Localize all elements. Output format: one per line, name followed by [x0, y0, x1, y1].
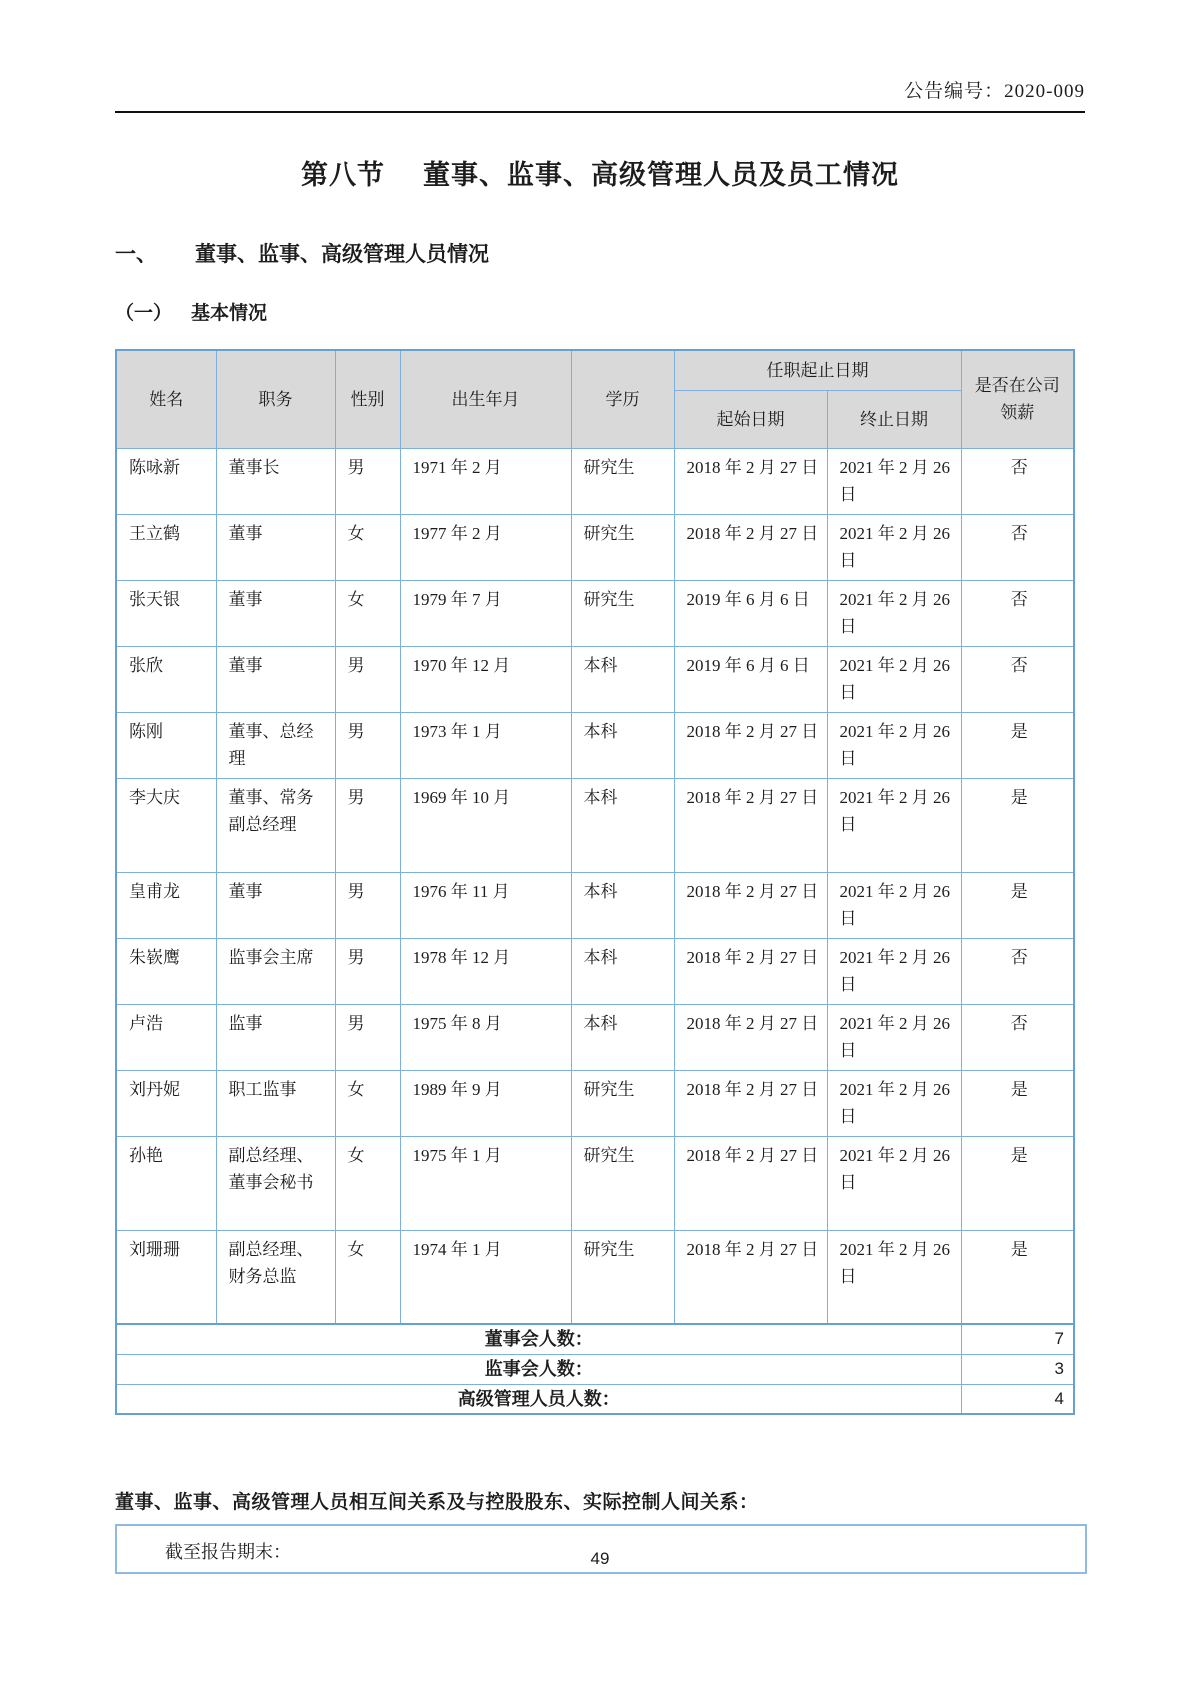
cell-paid: 是	[961, 1136, 1074, 1230]
management-table	[115, 349, 1075, 1415]
cell-start: 2018 年 2 月 27 日	[674, 448, 827, 514]
cell-birth: 1976 年 11 月	[400, 872, 571, 938]
cell-name: 孙艳	[116, 1136, 216, 1230]
col-header-start-date: 起始日期	[674, 390, 827, 448]
cell-position: 董事	[216, 514, 335, 580]
cell-gender: 男	[335, 1004, 400, 1070]
cell-paid: 否	[961, 1004, 1074, 1070]
cell-name: 朱嵚鹰	[116, 938, 216, 1004]
cell-paid: 是	[961, 872, 1074, 938]
cell-end: 2021 年 2 月 26 日	[827, 1230, 961, 1324]
summary-label: 监事会人数：	[116, 1354, 961, 1384]
cell-education: 本科	[571, 872, 674, 938]
cell-gender: 男	[335, 646, 400, 712]
cell-start: 2019 年 6 月 6 日	[674, 646, 827, 712]
cell-gender: 女	[335, 580, 400, 646]
table-header-row-1	[116, 350, 1074, 390]
cell-start: 2018 年 2 月 27 日	[674, 872, 827, 938]
cell-name: 陈咏新	[116, 448, 216, 514]
cell-education: 本科	[571, 938, 674, 1004]
cell-gender: 女	[335, 1070, 400, 1136]
table-row	[116, 580, 1074, 646]
cell-position: 副总经理、董事会秘书	[216, 1136, 335, 1230]
cell-birth: 1974 年 1 月	[400, 1230, 571, 1324]
cell-position: 监事	[216, 1004, 335, 1070]
cell-birth: 1975 年 1 月	[400, 1136, 571, 1230]
cell-name: 张天银	[116, 580, 216, 646]
cell-end: 2021 年 2 月 26 日	[827, 580, 961, 646]
cell-end: 2021 年 2 月 26 日	[827, 514, 961, 580]
page-number: 49	[590, 1549, 610, 1568]
section-heading-1	[115, 238, 1085, 268]
cell-birth: 1971 年 2 月	[400, 448, 571, 514]
cell-name: 刘丹妮	[116, 1070, 216, 1136]
cell-gender: 女	[335, 1136, 400, 1230]
col-header-name: 姓名	[116, 350, 216, 448]
cell-gender: 男	[335, 938, 400, 1004]
cell-end: 2021 年 2 月 26 日	[827, 646, 961, 712]
doc-number: 公告编号：2020-009	[904, 81, 1085, 102]
cell-education: 研究生	[571, 448, 674, 514]
cell-birth: 1970 年 12 月	[400, 646, 571, 712]
header-rule	[115, 111, 1085, 113]
title-section-number: 第八节	[301, 160, 385, 190]
cell-gender: 女	[335, 514, 400, 580]
page-title	[115, 153, 1085, 192]
col-header-education: 学历	[571, 350, 674, 448]
summary-label: 高级管理人员人数：	[116, 1384, 961, 1414]
table-row	[116, 1230, 1074, 1324]
col-header-position: 职务	[216, 350, 335, 448]
cell-birth: 1979 年 7 月	[400, 580, 571, 646]
cell-position: 董事长	[216, 448, 335, 514]
cell-position: 监事会主席	[216, 938, 335, 1004]
cell-birth: 1978 年 12 月	[400, 938, 571, 1004]
table-row	[116, 872, 1074, 938]
cell-paid: 否	[961, 448, 1074, 514]
table-body	[116, 448, 1074, 1414]
cell-start: 2018 年 2 月 27 日	[674, 1070, 827, 1136]
cell-paid: 否	[961, 646, 1074, 712]
cell-position: 董事	[216, 646, 335, 712]
cell-name: 陈刚	[116, 712, 216, 778]
summary-row	[116, 1384, 1074, 1414]
cell-start: 2018 年 2 月 27 日	[674, 1004, 827, 1070]
summary-row	[116, 1354, 1074, 1384]
cell-start: 2018 年 2 月 27 日	[674, 778, 827, 872]
cell-gender: 男	[335, 448, 400, 514]
relations-box-text: 截至报告期末：	[165, 1542, 291, 1562]
cell-gender: 男	[335, 872, 400, 938]
cell-paid: 否	[961, 938, 1074, 1004]
title-text: 董事、监事、高级管理人员及员工情况	[423, 160, 899, 190]
col-header-paid: 是否在公司领薪	[961, 350, 1074, 448]
cell-education: 研究生	[571, 1070, 674, 1136]
section-1-number: 一、	[115, 242, 157, 266]
cell-name: 王立鹤	[116, 514, 216, 580]
cell-name: 皇甫龙	[116, 872, 216, 938]
col-header-birth: 出生年月	[400, 350, 571, 448]
section-heading-2	[115, 298, 1085, 325]
col-header-gender: 性别	[335, 350, 400, 448]
cell-education: 本科	[571, 1004, 674, 1070]
cell-position: 董事	[216, 580, 335, 646]
cell-birth: 1975 年 8 月	[400, 1004, 571, 1070]
cell-education: 研究生	[571, 1136, 674, 1230]
table-row	[116, 1004, 1074, 1070]
table-row	[116, 514, 1074, 580]
cell-birth: 1989 年 9 月	[400, 1070, 571, 1136]
cell-end: 2021 年 2 月 26 日	[827, 448, 961, 514]
cell-end: 2021 年 2 月 26 日	[827, 1004, 961, 1070]
relations-heading: 董事、监事、高级管理人员相互间关系及与控股股东、实际控制人间关系：	[115, 1492, 759, 1513]
cell-start: 2018 年 2 月 27 日	[674, 712, 827, 778]
summary-value: 3	[961, 1354, 1074, 1384]
section-1-text: 董事、监事、高级管理人员情况	[195, 242, 489, 266]
cell-paid: 是	[961, 1070, 1074, 1136]
cell-gender: 女	[335, 1230, 400, 1324]
cell-education: 本科	[571, 778, 674, 872]
col-header-tenure: 任职起止日期	[674, 350, 961, 390]
cell-position: 董事	[216, 872, 335, 938]
cell-position: 董事、总经理	[216, 712, 335, 778]
cell-birth: 1977 年 2 月	[400, 514, 571, 580]
table-row	[116, 712, 1074, 778]
cell-gender: 男	[335, 778, 400, 872]
cell-start: 2019 年 6 月 6 日	[674, 580, 827, 646]
cell-paid: 否	[961, 580, 1074, 646]
cell-start: 2018 年 2 月 27 日	[674, 514, 827, 580]
cell-start: 2018 年 2 月 27 日	[674, 938, 827, 1004]
cell-birth: 1969 年 10 月	[400, 778, 571, 872]
cell-paid: 是	[961, 778, 1074, 872]
cell-education: 研究生	[571, 1230, 674, 1324]
section-2-number: （一）	[115, 303, 173, 324]
cell-name: 刘珊珊	[116, 1230, 216, 1324]
cell-end: 2021 年 2 月 26 日	[827, 778, 961, 872]
cell-education: 本科	[571, 712, 674, 778]
summary-row	[116, 1324, 1074, 1354]
table-row	[116, 938, 1074, 1004]
section-2-text: 基本情况	[191, 303, 268, 324]
table-row	[116, 1136, 1074, 1230]
table-row	[116, 1070, 1074, 1136]
cell-position: 董事、常务副总经理	[216, 778, 335, 872]
summary-label: 董事会人数：	[116, 1324, 961, 1354]
cell-education: 研究生	[571, 514, 674, 580]
summary-value: 7	[961, 1324, 1074, 1354]
cell-position: 副总经理、财务总监	[216, 1230, 335, 1324]
cell-end: 2021 年 2 月 26 日	[827, 938, 961, 1004]
cell-end: 2021 年 2 月 26 日	[827, 712, 961, 778]
cell-gender: 男	[335, 712, 400, 778]
summary-value: 4	[961, 1384, 1074, 1414]
cell-end: 2021 年 2 月 26 日	[827, 1136, 961, 1230]
cell-education: 本科	[571, 646, 674, 712]
cell-position: 职工监事	[216, 1070, 335, 1136]
table-row	[116, 448, 1074, 514]
cell-education: 研究生	[571, 580, 674, 646]
cell-name: 张欣	[116, 646, 216, 712]
cell-name: 卢浩	[116, 1004, 216, 1070]
cell-birth: 1973 年 1 月	[400, 712, 571, 778]
col-header-end-date: 终止日期	[827, 390, 961, 448]
cell-name: 李大庆	[116, 778, 216, 872]
cell-end: 2021 年 2 月 26 日	[827, 1070, 961, 1136]
table-row	[116, 778, 1074, 872]
cell-start: 2018 年 2 月 27 日	[674, 1136, 827, 1230]
cell-paid: 否	[961, 514, 1074, 580]
cell-end: 2021 年 2 月 26 日	[827, 872, 961, 938]
cell-start: 2018 年 2 月 27 日	[674, 1230, 827, 1324]
cell-paid: 是	[961, 712, 1074, 778]
table-row	[116, 646, 1074, 712]
cell-paid: 是	[961, 1230, 1074, 1324]
